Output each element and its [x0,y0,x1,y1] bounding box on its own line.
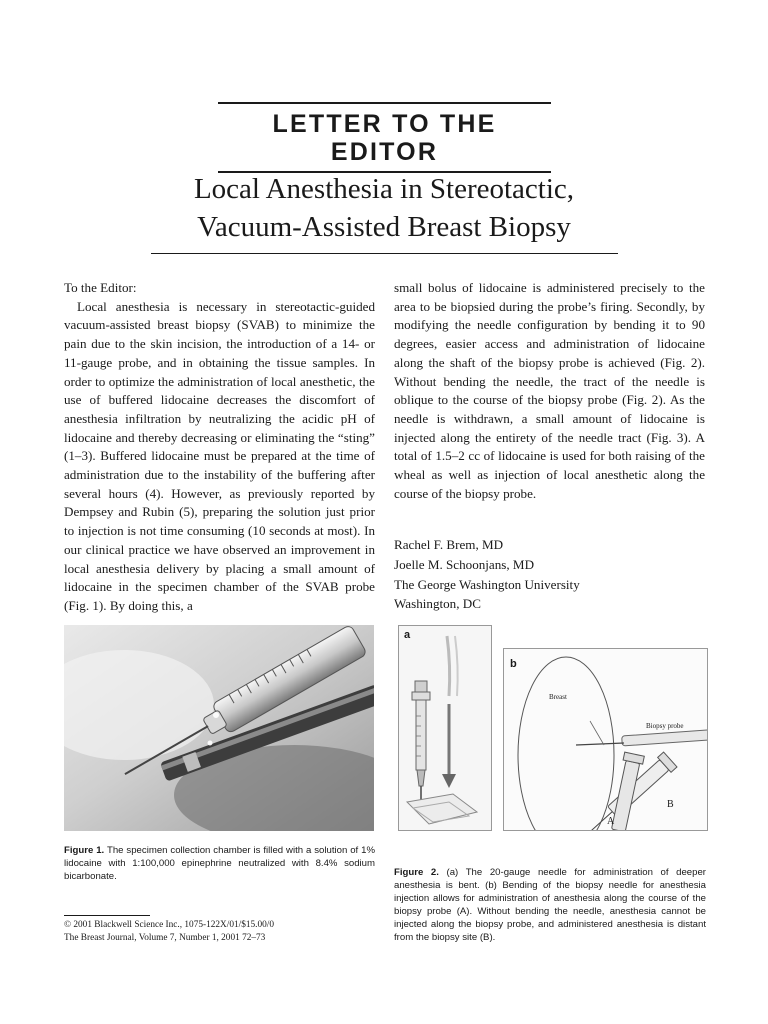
signature-block [394,535,705,613]
figure-1-caption [64,844,375,883]
figure-1-image [64,625,374,831]
article-title [60,170,708,246]
panel-b-letter: b [510,658,517,670]
institution: The George Washington University [394,576,580,592]
title-rule [151,253,618,254]
article-title-line2: Vacuum-Assisted Breast Biopsy [197,211,571,243]
location: Washington, DC [394,596,481,612]
figure-2a-drawing [399,626,491,830]
body-paragraph-2: small bolus of lidocaine is administered precisely to the area to be biopsied during the probe’s firing. Secondly, by modifying the needle configuration by bending it to 90 degrees, easier access and administration of lidocaine along the shaft of the biopsy probe is achieved (Fig. 2). Without bending the needle, the tract of the needle is oblique to the course of the biopsy probe (Fig. 2). As the needle is withdrawn, a small amount of lidocaine is injected along the entirety of the needle tract (Fig. 3). A total of 1.5–2 cc of lidocaine is used for both raising of the wheal as well as injection of local anesthetic along the course of the biopsy probe. [394,280,705,501]
figure-1-photo [64,625,374,831]
body-column-right [394,279,705,614]
biopsy-probe-label: Biopsy probe [646,722,684,730]
header-top-rule [218,102,551,104]
article-title-line1: Local Anesthesia in Stereotactic, [193,173,575,205]
figure-1-label: Figure 1. [64,845,105,856]
label-a: A [607,816,615,827]
figure-1-caption-text: The specimen collection chamber is filled with a solution of 1% lidocaine with 1:100,000 epinephrine neutralized with 8.4% sodium bicarbonate. [64,845,376,882]
panel-a-letter: a [404,629,411,641]
copyright: © 2001 Blackwell Science Inc., 1075-122X/01/$15.00/0 [64,920,275,930]
figure-2-caption [394,866,706,944]
salutation: To the Editor: [64,280,137,295]
footer-rule [64,915,150,916]
figure-2b-panel [503,648,708,831]
figure-2a-panel [398,625,492,831]
label-b: B [667,799,674,810]
author-2: Joelle M. Schoonjans, MD [394,557,535,573]
footer [64,915,376,945]
author-1: Rachel F. Brem, MD [394,537,504,553]
section-label: LETTER TO THE EDITOR [272,110,497,166]
body-paragraph-1: Local anesthesia is necessary in stereotactic-guided vacuum-assisted breast biopsy (SVAB) to minimize the pain due to the skin incision, the introduction of a 14- or 11-gauge probe, and in obtaining the tissue samples. In order to optimize the administration of local anesthetic, the use of buffered lidocaine decreases the discomfort of anesthesia infiltration by neutralizing the acidic pH of lidocaine and thereby decreasing or eliminating the “sting” (1–3). Buffered lidocaine must be prepared at the time of administration due to the instability of the buffering after several hours (4). However, as previously reported by Dempsey and Rubin (5), preparing the solution just prior to injection is not time consuming (10 seconds at most). In our clinical practice we have observed an improvement in local anesthesia delivery by placing a small amount of lidocaine in the specimen chamber of the SVAB probe (Fig. 1). By doing this, a [64,298,375,613]
body-column-left [64,279,375,616]
breast-label: Breast [549,693,567,701]
figure-2b-drawing [504,649,707,830]
journal-citation: The Breast Journal, Volume 7, Number 1, 2001 72–73 [64,933,266,943]
section-header [218,102,551,173]
figure-2-caption-text: (a) The 20-gauge needle for administration of deeper anesthesia is bent. (b) Bending of the biopsy needle for anesthesia injection allows for administration of anesthesia along the course of the biopsy probe (A). Without bending the needle, anesthesia cannot be injected along the biopsy probe, and administered anesthesia is distant from the biopsy site (B). [394,867,706,943]
figure-2-label: Figure 2. [394,867,439,878]
